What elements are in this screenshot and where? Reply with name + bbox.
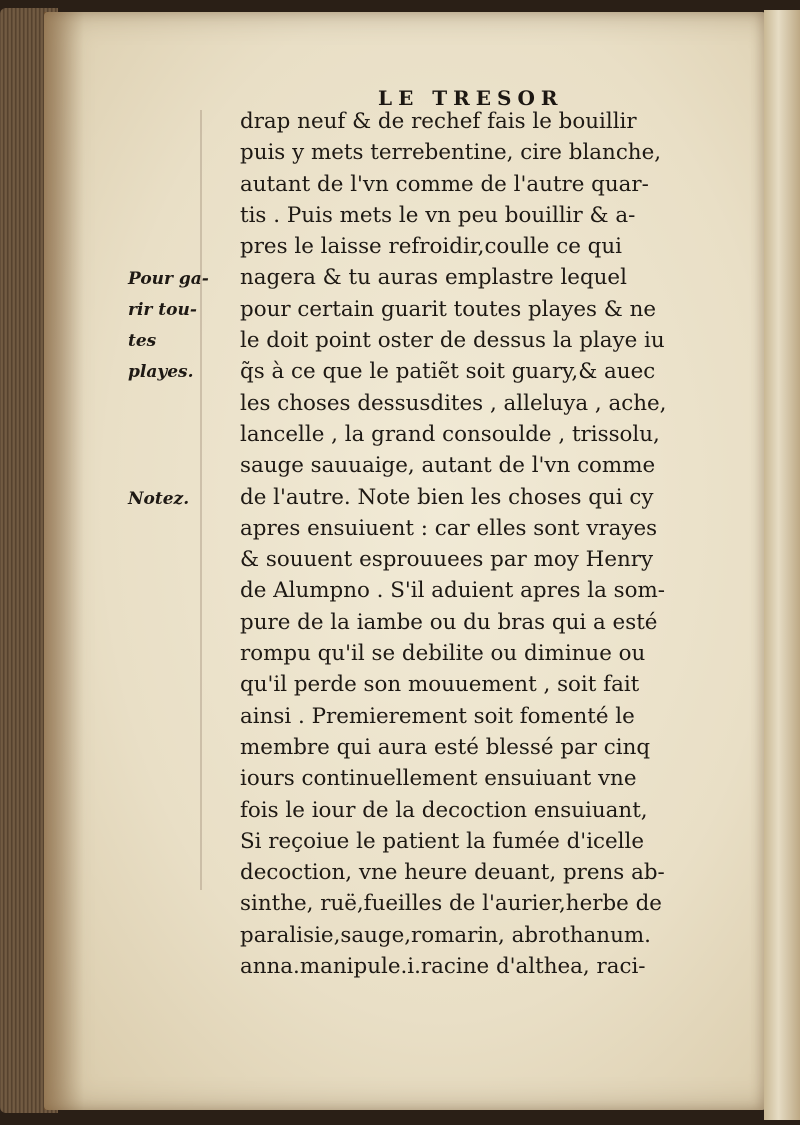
- text-line: decoction, vne heure deuant, prens ab-: [240, 860, 665, 886]
- text-line: sauge sauuaige, autant de l'vn comme: [240, 453, 656, 479]
- text-line: de l'autre. Note bien les choses qui cy: [240, 484, 654, 510]
- text-line: & souuent esprouuees par moy Henry: [240, 547, 654, 573]
- text-line: de Alumpno . S'il aduient apres la som-: [240, 578, 666, 604]
- gutter-shadow: [44, 12, 84, 1110]
- running-head: LE TRESOR: [378, 86, 564, 110]
- facing-page-edge: [764, 10, 800, 1120]
- text-line: tis . Puis mets le vn peu bouillir & a-: [240, 202, 636, 228]
- margin-note-line: rir tou-: [128, 300, 197, 320]
- text-line: nagera & tu auras emplastre lequel: [240, 265, 627, 291]
- text-line: pure de la iambe ou du bras qui a esté: [240, 609, 658, 635]
- text-line: membre qui aura esté blessé par cinq: [240, 734, 651, 760]
- text-line: fois le iour de la decoction ensuiuant,: [240, 797, 648, 823]
- text-line: puis y mets terrebentine, cire blanche,: [240, 140, 662, 166]
- text-line: ainsi . Premierement soit fomenté le: [240, 703, 635, 729]
- text-line: paralisie,sauge,romarin, abrothanum.: [240, 922, 651, 948]
- body-text: [240, 106, 735, 982]
- margin-note-line: playes.: [128, 362, 194, 382]
- text-line: anna.manipule.i.racine d'althea, raci-: [240, 954, 646, 980]
- margin-note-notez: Notez.: [128, 489, 190, 509]
- margin-rule: [200, 110, 202, 890]
- margin-note-line: tes: [128, 331, 157, 351]
- text-line: les choses dessusdites , alleluya , ache,: [240, 390, 667, 416]
- text-line: q̃s à ce que le patiẽt soit guary,& auec: [240, 359, 656, 385]
- text-line: iours continuellement ensuiuant vne: [240, 766, 637, 792]
- text-line: pres le laisse refroidir,coulle ce qui: [240, 234, 622, 260]
- text-line: pour certain guarit toutes playes & ne: [240, 296, 657, 322]
- text-line: le doit point oster de dessus la playe iu: [240, 328, 665, 354]
- text-line: apres ensuiuent : car elles sont vrayes: [240, 515, 658, 541]
- margin-note-line: Pour ga-: [128, 269, 209, 289]
- text-line: autant de l'vn comme de l'autre quar-: [240, 171, 649, 197]
- text-line: qu'il perde son mouuement , soit fait: [240, 672, 640, 698]
- margin-note-playes: [128, 264, 209, 388]
- text-line: rompu qu'il se debilite ou diminue ou: [240, 641, 646, 667]
- text-line: drap neuf & de rechef fais le bouillir: [240, 109, 637, 134]
- text-line: sinthe, ruë,fueilles de l'aurier,herbe de: [240, 891, 662, 917]
- text-line: lancelle , la grand consoulde , trissolu,: [240, 421, 660, 447]
- text-line: Si reçoiue le patient la fumée d'icelle: [240, 828, 645, 854]
